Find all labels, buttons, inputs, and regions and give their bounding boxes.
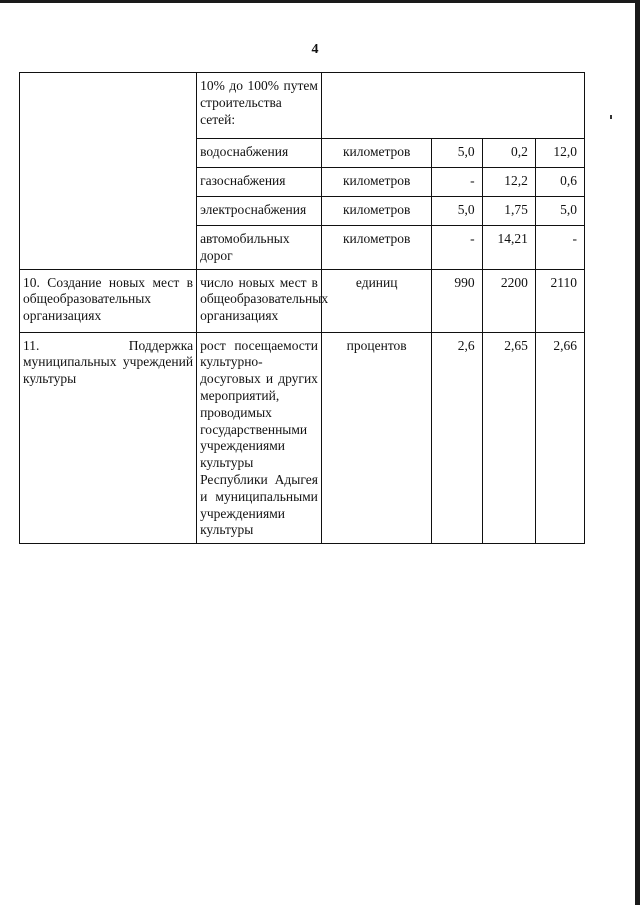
value-cell-3: -	[535, 226, 584, 270]
table-row	[20, 269, 585, 332]
indicators-table	[19, 72, 585, 544]
scan-border-right	[635, 0, 640, 905]
task-cell: 10. Создание новых мест в общеобразовательных организациях	[20, 269, 197, 332]
indicator-cell: рост посещаемости культурно-досуговых и других мероприятий, проводимых государственными учреждениями культуры Республики Адыгея и муниципальными учреждениями культуры	[197, 332, 322, 544]
value-cell-2: 14,21	[482, 226, 535, 270]
value-cell-3: 12,0	[535, 139, 584, 168]
indicator-cell: газоснабжения	[197, 168, 322, 197]
indicator-cell: автомобильных дорог	[197, 226, 322, 270]
value-cell-2: 0,2	[482, 139, 535, 168]
scan-speck	[610, 115, 612, 119]
table-row	[20, 73, 585, 139]
value-cell-1: 5,0	[432, 197, 482, 226]
value-cell-3: 0,6	[535, 168, 584, 197]
indicator-cell: 10% до 100% путем строительства сетей:	[197, 73, 322, 139]
value-cell-2: 12,2	[482, 168, 535, 197]
task-cell-continued	[20, 73, 197, 270]
unit-cell: процентов	[321, 332, 432, 544]
value-cell-2: 2,65	[482, 332, 535, 544]
empty-values-cell	[321, 73, 584, 139]
value-cell-2: 2200	[482, 269, 535, 332]
unit-cell: километров	[321, 226, 432, 270]
table-row	[20, 332, 585, 544]
scan-border-top	[0, 0, 640, 3]
value-cell-3: 5,0	[535, 197, 584, 226]
indicator-cell: электроснабжения	[197, 197, 322, 226]
unit-cell: километров	[321, 197, 432, 226]
value-cell-1: 2,6	[432, 332, 482, 544]
page-number: 4	[311, 42, 319, 57]
value-cell-3: 2110	[535, 269, 584, 332]
task-cell: 11. Поддержка муниципальных учреждений культуры	[20, 332, 197, 544]
value-cell-3: 2,66	[535, 332, 584, 544]
indicator-cell: водоснабжения	[197, 139, 322, 168]
indicator-cell: число новых мест в общеобразовательных организациях	[197, 269, 322, 332]
value-cell-2: 1,75	[482, 197, 535, 226]
value-cell-1: -	[432, 168, 482, 197]
value-cell-1: 5,0	[432, 139, 482, 168]
unit-cell: километров	[321, 168, 432, 197]
value-cell-1: 990	[432, 269, 482, 332]
value-cell-1: -	[432, 226, 482, 270]
unit-cell: единиц	[321, 269, 432, 332]
unit-cell: километров	[321, 139, 432, 168]
